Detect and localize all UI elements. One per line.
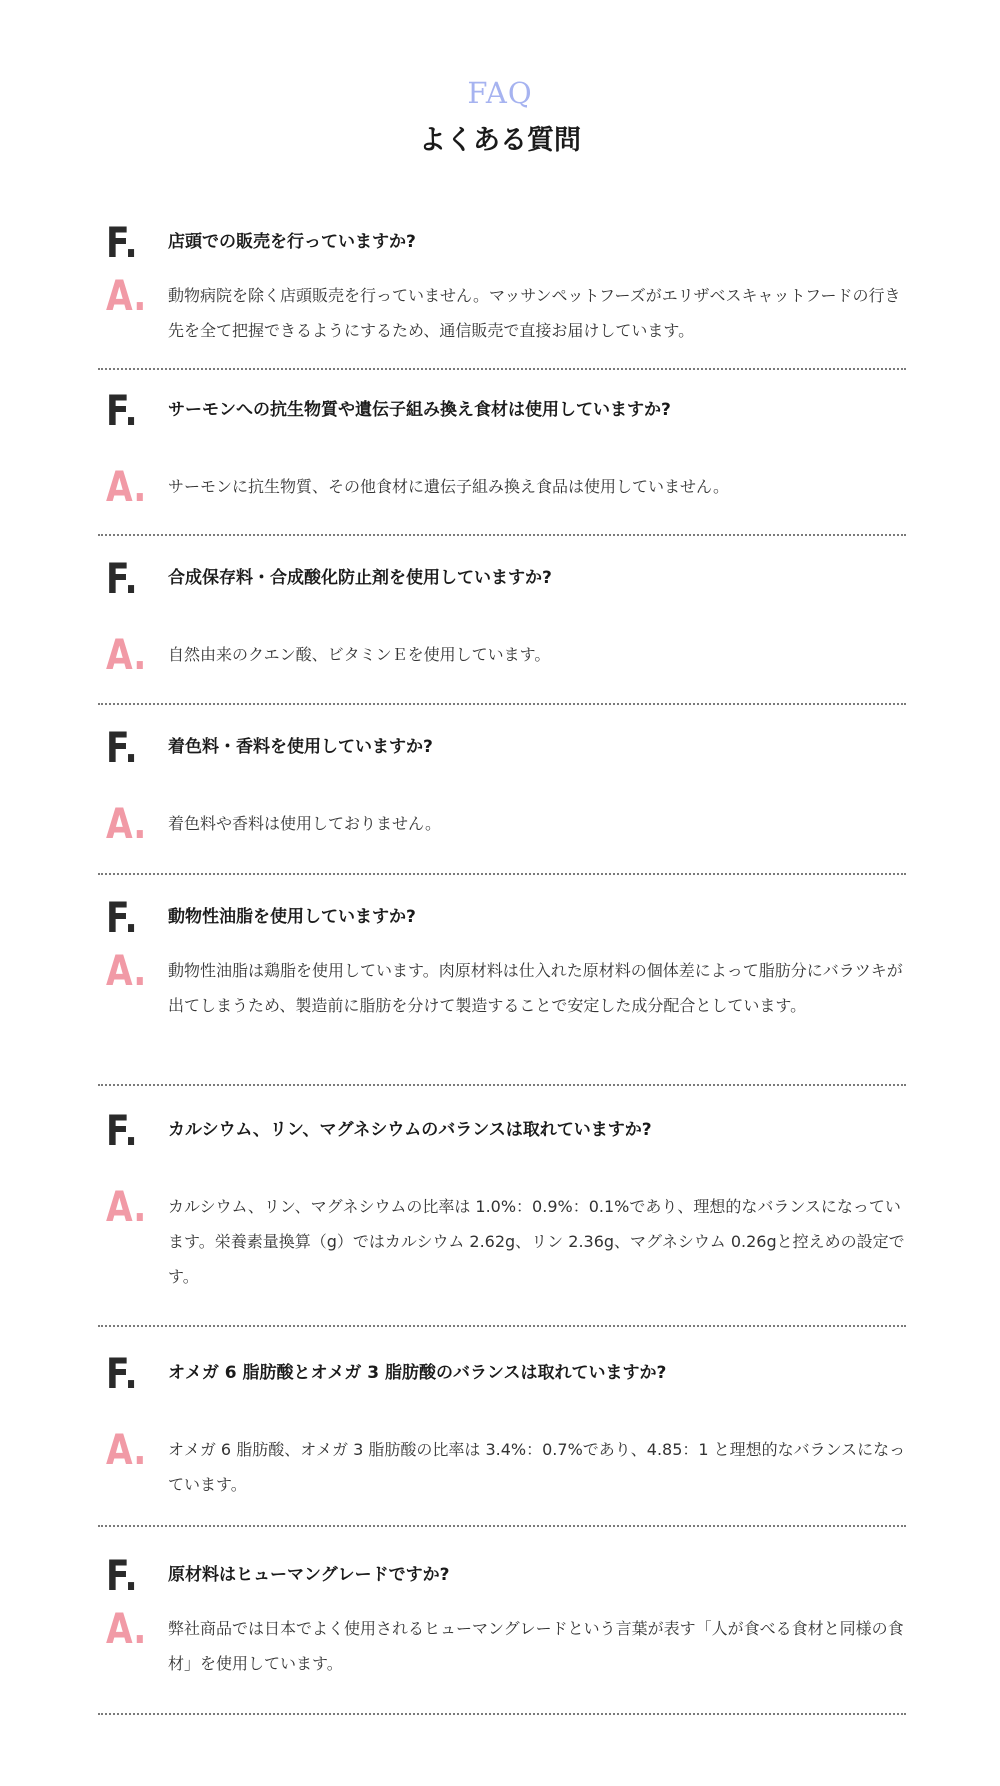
faq-question: カルシウム、リン、マグネシウムのバランスは取れていますか?: [168, 1120, 652, 1140]
divider: [98, 1713, 906, 1715]
faq-question: サーモンへの抗生物質や遺伝子組み換え食材は使用していますか?: [168, 400, 671, 420]
faq-answer: カルシウム、リン、マグネシウムの比率は 1.0%：0.9%：0.1%であり、理想的なバランスになっています。栄養素量換算（g）ではカルシウム 2.62g、リン 2.36g、マグネシウム 0.26gと控えめの設定です。: [168, 1197, 905, 1286]
question-mark-icon: F.: [106, 1349, 138, 1398]
answer-mark-icon: A.: [106, 799, 147, 848]
faq-item: [98, 218, 906, 340]
answer-mark-icon: A.: [106, 946, 147, 995]
faq-label: FAQ: [467, 76, 533, 110]
faq-answer: 着色料や香料は使用しておりません。: [168, 814, 441, 833]
faq-question: 動物性油脂を使用していますか?: [168, 907, 416, 927]
divider: [98, 534, 906, 536]
divider: [98, 873, 906, 875]
faq-question: 着色料・香料を使用していますか?: [168, 737, 433, 757]
faq-item: [98, 723, 906, 848]
question-mark-icon: F.: [106, 893, 138, 942]
divider: [98, 1325, 906, 1327]
divider: [98, 1525, 906, 1527]
faq-answer: オメガ 6 脂肪酸、オメガ 3 脂肪酸の比率は 3.4%：0.7%であり、4.85：1 と理想的なバランスになっています。: [168, 1440, 906, 1494]
question-mark-icon: F.: [106, 1106, 138, 1155]
divider: [98, 1084, 906, 1086]
faq-answer: 動物性油脂は鶏脂を使用しています。肉原材料は仕入れた原材料の個体差によって脂肪分にバラツキが出てしまうため、製造前に脂肪を分けて製造することで安定した成分配合としています。: [168, 961, 903, 1015]
answer-mark-icon: A.: [106, 1604, 147, 1653]
faq-question: 合成保存料・合成酸化防止剤を使用していますか?: [168, 568, 552, 588]
answer-mark-icon: A.: [106, 1425, 147, 1474]
faq-answer: 自然由来のクエン酸、ビタミンＥを使用しています。: [168, 645, 551, 664]
answer-mark-icon: A.: [106, 1182, 147, 1231]
faq-item: [98, 1349, 906, 1523]
faq-item: [98, 1551, 906, 1685]
faq-answer: サーモンに抗生物質、その他食材に遺伝子組み換え食品は使用していません。: [168, 477, 729, 496]
answer-mark-icon: A.: [106, 630, 147, 679]
faq-question: 店頭での販売を行っていますか?: [168, 232, 416, 252]
faq-question: オメガ 6 脂肪酸とオメガ 3 脂肪酸のバランスは取れていますか?: [168, 1363, 667, 1383]
faq-item: [98, 554, 906, 679]
faq-answer: 弊社商品では日本でよく使用されるヒューマングレードという言葉が表す「人が食べる食材と同様の食材」を使用しています。: [168, 1619, 904, 1673]
divider: [98, 703, 906, 705]
answer-mark-icon: A.: [106, 462, 147, 511]
faq-item: [98, 893, 906, 1067]
answer-mark-icon: A.: [106, 271, 147, 320]
faq-item: [98, 386, 906, 511]
faq-question: 原材料はヒューマングレードですか?: [168, 1565, 450, 1585]
page-title: よくある質問: [419, 125, 581, 156]
question-mark-icon: F.: [106, 1551, 138, 1600]
question-mark-icon: F.: [106, 218, 138, 267]
faq-item: [98, 1106, 906, 1310]
faq-answer: 動物病院を除く店頭販売を行っていません。マッサンペットフーズがエリザベスキャットフードの行き先を全て把握できるようにするため、通信販売で直接お届けしています。: [168, 286, 901, 340]
question-mark-icon: F.: [106, 386, 138, 435]
question-mark-icon: F.: [106, 723, 138, 772]
divider: [98, 368, 906, 370]
question-mark-icon: F.: [106, 554, 138, 603]
